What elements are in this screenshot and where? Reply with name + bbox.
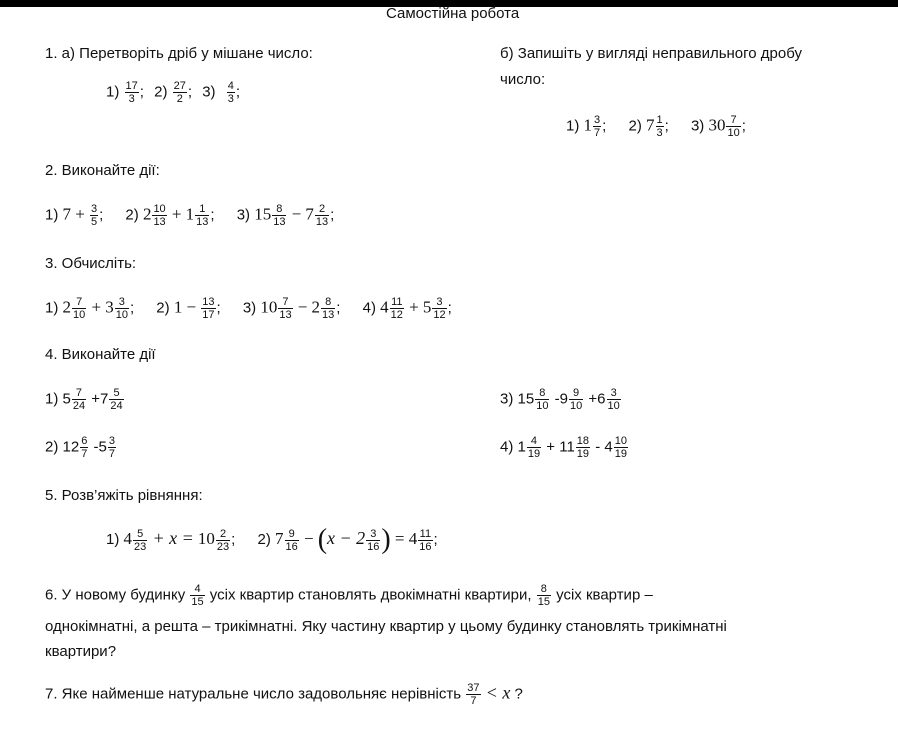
fraction: $\frac{3}{10}$ [115, 296, 128, 321]
fraction: $\frac{13}{17}$ [202, 296, 215, 321]
fraction: $\frac{8}{13}$ [273, 203, 286, 228]
task6-line3: квартири? [45, 643, 117, 660]
fraction: $\frac{3}{10}$ [607, 387, 620, 412]
fraction: $\frac{5}{23}$ [134, 527, 147, 553]
fraction: $\frac{7}{10}$ [727, 114, 740, 139]
task3-expressions: 1) 2 $\frac{7}{10}$ + 3 $\frac{3}{10}$ ; 2) 1 − $\frac{13}{17}$ ; 3) 10 $\frac{7}{13}$ − 2 $\frac{8}{13}$ ; 4) 4 $\frac{11}{12}$ + 5 $\frac{3}{12}$ ; [45, 296, 452, 321]
fraction: $\frac{10}{19}$ [614, 435, 627, 460]
task4-expr-1: 1) 5 $\frac{7}{24}$ +7 $\frac{5}{24}$ [45, 387, 123, 412]
task1-items-a: 1) $\frac{17}{3}$ ; 2) $\frac{27}{2}$ ; 3) $\frac{4}{3}$ ; [106, 80, 241, 105]
fraction: $\frac{9}{10}$ [569, 387, 583, 412]
fraction: $\frac{11}{16}$ [419, 527, 432, 553]
fraction: $\frac{8}{13}$ [322, 296, 335, 321]
fraction: $\frac{17}{3}$ [125, 80, 138, 105]
fraction: $\frac{7}{13}$ [279, 296, 292, 321]
fraction: $\frac{7}{10}$ [73, 296, 86, 321]
fraction: $\frac{4}{19}$ [527, 435, 541, 460]
task1-items-b: 1) 1 $\frac{3}{7}$ ; 2) 7 $\frac{1}{3}$ ; 3) 30 $\frac{7}{10}$ ; [566, 114, 746, 139]
task6-line2: однокімнатні, а решта – трикімнатні. Яку частину квартир у цьому будинку становлять трикімнатні [45, 618, 727, 635]
fraction: $\frac{8}{10}$ [536, 387, 549, 412]
task7-line: 7. Яке найменше натуральне число задовольняє нерівність $\frac{37}{7}$ < x ? [45, 682, 523, 707]
fraction: $\frac{10}{13}$ [153, 203, 166, 228]
fraction: $\frac{37}{7}$ [467, 682, 480, 707]
fraction: $\frac{3}{12}$ [433, 296, 446, 321]
task5-equations: 1) 4 $\frac{5}{23}$ + x = 10 $\frac{2}{23}$ ; 2) 7 $\frac{9}{16}$ − (x − 2 $\frac{3}{16}$ ) = 4 $\frac{11}{16}$ ; [106, 524, 438, 555]
fraction: $\frac{3}{5}$ [90, 203, 98, 228]
fraction: $\frac{1}{13}$ [196, 203, 209, 228]
fraction: $\frac{27}{2}$ [173, 80, 186, 105]
fraction: $\frac{6}{7}$ [81, 435, 88, 460]
fraction: $\frac{18}{19}$ [576, 435, 590, 460]
task4-expr-2: 2) 12 $\frac{6}{7}$ -5 $\frac{3}{7}$ [45, 435, 115, 460]
fraction: $\frac{3}{7}$ [594, 114, 601, 139]
task1-label-b2: число: [500, 71, 546, 88]
fraction: $\frac{3}{16}$ [367, 527, 380, 553]
task1-label-a: 1. а) Перетворіть дріб у мішане число: [45, 45, 313, 62]
fraction: $\frac{11}{12}$ [390, 296, 403, 321]
task2-expressions: 1) 7 + $\frac{3}{5}$ ; 2) 2 $\frac{10}{13}$ + 1 $\frac{1}{13}$ ; 3) 15 $\frac{8}{13}$ − 7 $\frac{2}{13}$ ; [45, 203, 335, 228]
fraction: $\frac{7}{24}$ [72, 387, 86, 412]
task4-expr-3: 3) 15 $\frac{8}{10}$ -9 $\frac{9}{10}$ +6 $\frac{3}{10}$ [500, 387, 620, 412]
task5-label: 5. Розв’яжіть рівняння: [45, 487, 203, 504]
fraction: $\frac{8}{15}$ [537, 583, 550, 608]
task4-label: 4. Виконайте дії [45, 346, 156, 363]
task2-label: 2. Виконайте дії: [45, 162, 160, 179]
fraction: $\frac{4}{15}$ [191, 583, 204, 608]
task1-label-b1: б) Запишіть у вигляді неправильного дробу [500, 45, 802, 62]
fraction: $\frac{1}{3}$ [656, 114, 663, 139]
task3-label: 3. Обчисліть: [45, 255, 137, 272]
fraction: $\frac{9}{16}$ [285, 527, 298, 553]
fraction: $\frac{2}{23}$ [216, 527, 230, 553]
fraction: $\frac{2}{13}$ [315, 203, 329, 228]
task4-expr-4: 4) 1 $\frac{4}{19}$ + 11 $\frac{18}{19}$ - 4 $\frac{10}{19}$ [500, 435, 627, 460]
task6-line1: 6. У новому будинку $\frac{4}{15}$ усіх квартир становлять двокімнатні квартири, $\frac{8}{15}$ усіх квартир – [45, 583, 653, 608]
page-title: Самостійна робота [386, 5, 520, 22]
fraction: $\frac{4}{3}$ [227, 80, 234, 105]
fraction: $\frac{5}{24}$ [110, 387, 123, 412]
fraction: $\frac{3}{7}$ [108, 435, 115, 460]
